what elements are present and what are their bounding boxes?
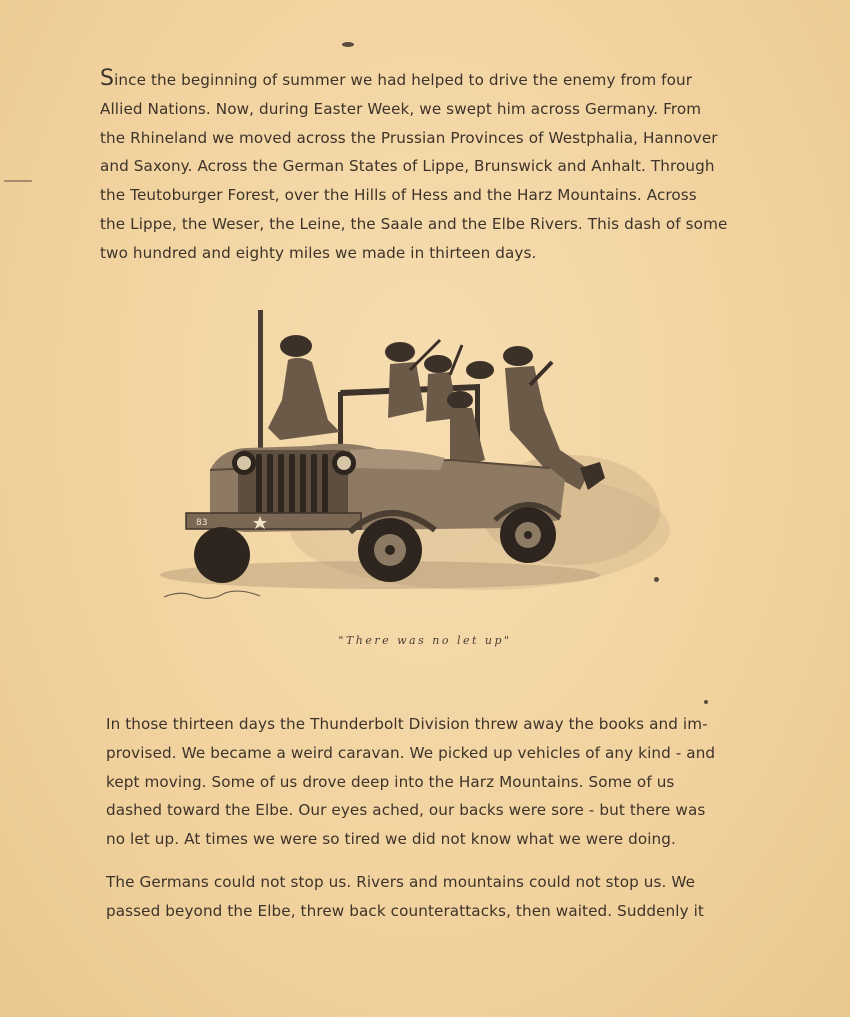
jeep-illustration bbox=[150, 300, 670, 615]
bumper-marking: 83 bbox=[196, 518, 208, 528]
paper-speck bbox=[342, 42, 354, 47]
paragraph-germans bbox=[106, 868, 756, 926]
text-line: Since the beginning of summer we had helped to drive the enemy from four bbox=[100, 66, 693, 91]
illustration-caption: "There was no let up" bbox=[338, 634, 512, 647]
text-line: the Teutoburger Forest, over the Hills of Hess and the Harz Mountains. Across bbox=[100, 186, 697, 205]
text-line: the Lippe, the Weser, the Leine, the Saale and the Elbe Rivers. This dash of some bbox=[100, 214, 728, 233]
text-line: no let up. At times we were so tired we did not know what we were doing. bbox=[106, 830, 676, 849]
text-line: provised. We became a weird caravan. We picked up vehicles of any kind - and bbox=[106, 743, 716, 762]
text-line: The Germans could not stop us. Rivers and mountains could not stop us. We bbox=[106, 873, 696, 891]
text-line: In those thirteen days the Thunderbolt Division threw away the books and im- bbox=[106, 715, 708, 733]
text-line: dashed toward the Elbe. Our eyes ached, our backs were sore - but there was bbox=[106, 801, 706, 820]
text-line: two hundred and eighty miles we made in thirteen days. bbox=[100, 243, 537, 262]
text-line: the Rhineland we moved across the Prussian Provinces of Westphalia, Hannover bbox=[100, 128, 718, 147]
paper-speck bbox=[704, 700, 708, 704]
text-line: Allied Nations. Now, during Easter Week, we swept him across Germany. From bbox=[100, 99, 702, 118]
paper-speck bbox=[654, 577, 659, 582]
text-line: kept moving. Some of us drove deep into the Harz Mountains. Some of us bbox=[106, 772, 675, 791]
drop-cap: S bbox=[100, 66, 115, 91]
paragraph-thirteen-days bbox=[106, 710, 756, 854]
paper-speck bbox=[4, 180, 32, 182]
paragraph-intro bbox=[100, 66, 750, 268]
text-line: passed beyond the Elbe, threw back counterattacks, then waited. Suddenly it bbox=[106, 901, 704, 920]
text-line: and Saxony. Across the German States of Lippe, Brunswick and Anhalt. Through bbox=[100, 157, 715, 176]
